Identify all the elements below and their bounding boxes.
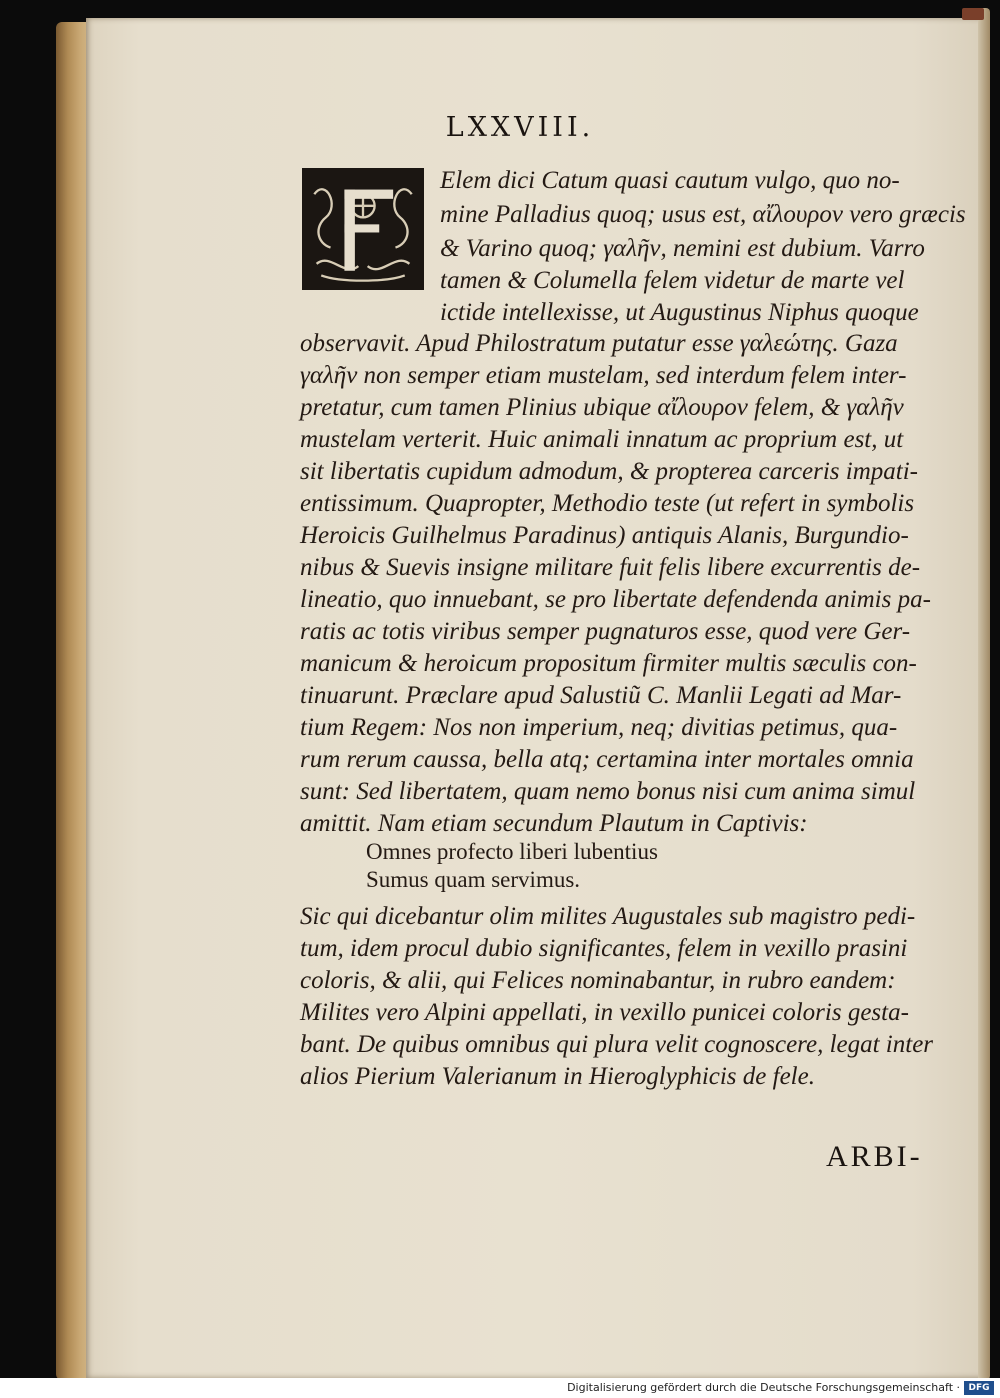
- text-line: Elem dici Catum quasi cautum vulgo, quo no-: [440, 167, 900, 194]
- text-line: mustelam verterit. Huic animali innatum ac proprium est, ut: [300, 426, 904, 453]
- text-line: & Varino quoq; γαλῆν, nemini est dubium. Varro: [440, 235, 925, 262]
- text-line: entissimum. Quapropter, Methodio teste (ut refert in symbolis: [300, 490, 915, 517]
- text-line: ratis ac totis viribus semper pugnaturos esse, quod vere Ger-: [300, 618, 911, 645]
- verse-line: Omnes profecto liberi lubentius: [366, 839, 658, 864]
- text-line: manicum & heroicum propositum firmiter multis sæculis con-: [300, 650, 917, 677]
- text-line: Heroicis Guilhelmus Paradinus) antiquis Alanis, Burgundio-: [300, 522, 909, 549]
- footer-bar: [0, 1378, 1000, 1398]
- verse-line: Sumus quam servimus.: [366, 867, 581, 892]
- text-line: pretatur, cum tamen Plinius ubique αἴλουρον felem, & γαλῆν: [300, 394, 904, 421]
- text-line: alios Pierium Valerianum in Hieroglyphicis de fele.: [300, 1063, 815, 1090]
- initial-ornament-icon: [305, 171, 421, 287]
- footer-credit: Digitalisierung gefördert durch die Deutsche Forschungsgemeinschaft ·: [567, 1381, 960, 1394]
- decorated-initial: [302, 168, 424, 290]
- text-line: γαλῆν non semper etiam mustelam, sed interdum felem inter-: [300, 362, 907, 389]
- text-line: tum, idem procul dubio significantes, felem in vexillo prasini: [300, 935, 908, 962]
- page-right-edge: [978, 8, 990, 1380]
- text-line: sunt: Sed libertatem, quam nemo bonus nisi cum anima simul: [300, 778, 916, 805]
- clip-marker: [962, 8, 984, 20]
- text-line: sit libertatis cupidum admodum, & propterea carceris impati-: [300, 458, 919, 485]
- text-line: observavit. Apud Philostratum putatur esse γαλεώτης. Gaza: [300, 330, 898, 357]
- text-line: coloris, & alii, qui Felices nominabantur, in rubro eandem:: [300, 967, 896, 994]
- folio-number: LXXVIII.: [445, 112, 595, 143]
- text-line: mine Palladius quoq; usus est, αἴλουρον vero græcis: [440, 201, 966, 228]
- text-line: amittit. Nam etiam secundum Plautum in Captivis:: [300, 810, 808, 837]
- text-line: tium Regem: Nos non imperium, neq; divitias petimus, qua-: [300, 714, 898, 741]
- text-line: Sic qui dicebantur olim milites Augustales sub magistro pedi-: [300, 903, 916, 930]
- text-line: Milites vero Alpini appellati, in vexillo punicei coloris gesta-: [300, 999, 909, 1026]
- text-line: bant. De quibus omnibus qui plura velit cognoscere, legat inter: [300, 1031, 934, 1058]
- text-line: nibus & Suevis insigne militare fuit felis libere excurrentis de-: [300, 554, 921, 581]
- text-line: lineatio, quo innuebant, se pro libertate defendenda animis pa-: [300, 586, 931, 613]
- text-line: tamen & Columella felem videtur de marte vel: [440, 267, 905, 294]
- catchword: ARBI-: [826, 1140, 923, 1173]
- text-line: rum rerum caussa, bella atq; certamina inter mortales omnia: [300, 746, 914, 773]
- text-line: ictide intellexisse, ut Augustinus Niphus quoque: [440, 299, 919, 326]
- initial-letter: F: [363, 205, 364, 207]
- dfg-logo-icon: DFG: [964, 1381, 994, 1395]
- text-line: tinuarunt. Præclare apud Salustiũ C. Manlii Legati ad Mar-: [300, 682, 902, 709]
